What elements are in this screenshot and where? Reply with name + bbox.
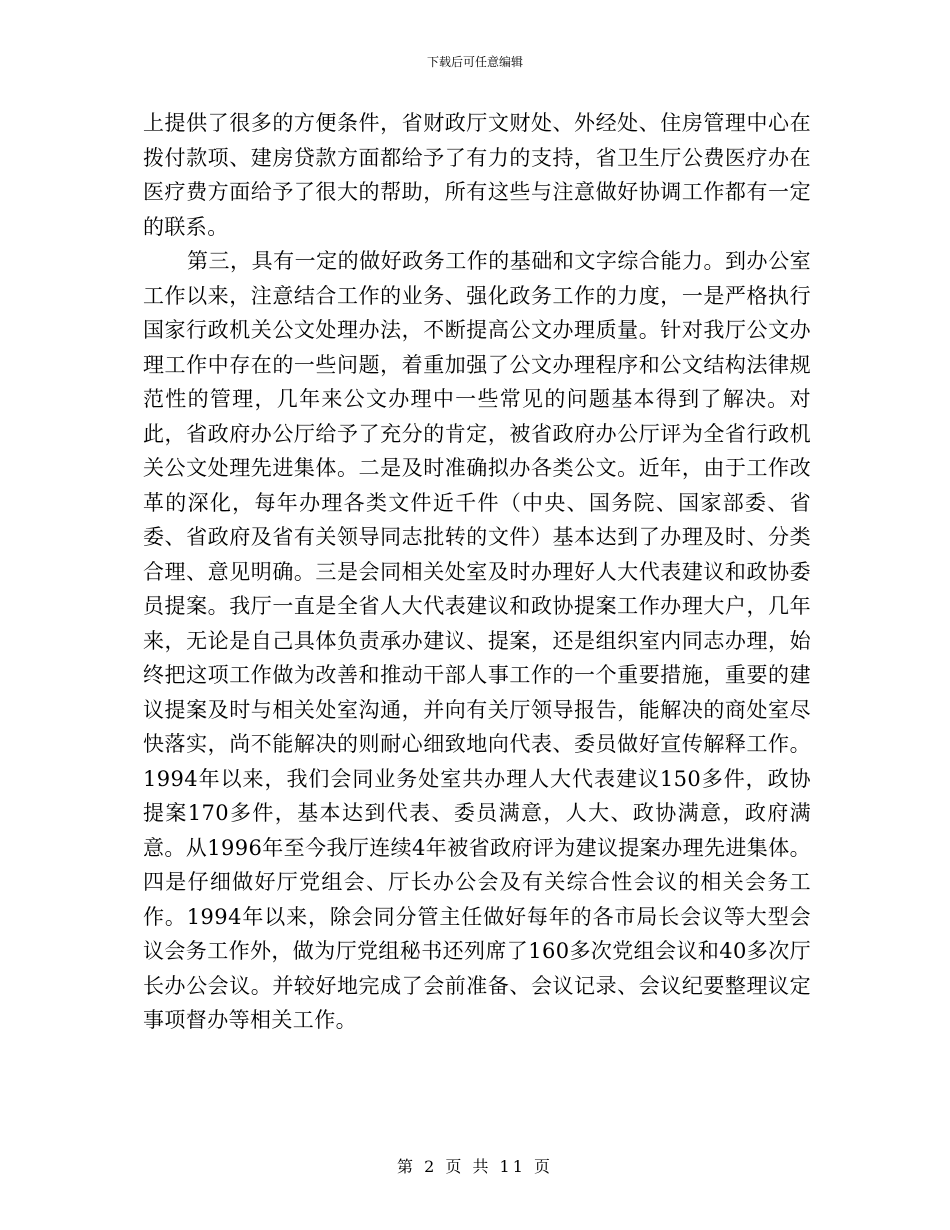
paragraph-third-point: 第三，具有一定的做好政务工作的基础和文字综合能力。到办公室工作以来，注意结合工作的业务、强化政务工作的力度，一是严格执行国家行政机关公文处理办法，不断提高公文办理质量。针对我厅公文办理工作中存在的一些问题，着重加强了公文办理程序和公文结构法律规范性的管理，几年来公文办理中一些常见的问题基本得到了解决。对此，省政府办公厅给予了充分的肯定，被省政府办公厅评为全省行政机关公文处理先进集体。二是及时准确拟办各类公文。近年，由于工作改革的深化，每年办理各类文件近千件（中央、国务院、国家部委、省委、省政府及省有关领导同志批转的文件）基本达到了办理及时、分类合理、意见明确。三是会同相关处室及时办理好人大代表建议和政协委员提案。我厅一直是全省人大代表建议和政协提案工作办理大户，几年来，无论是自己具体负责承办建议、提案，还是组织室内同志办理，始终把这项工作做为改善和推动干部人事工作的一个重要措施，重要的建议提案及时与相关处室沟通，并向有关厅领导报告，能解决的商处室尽快落实，尚不能解决的则耐心细致地向代表、委员做好宣传解释工作。1994年以来，我们会同业务处室共办理人大代表建议150多件，政协提案170多件，基本达到代表、委员满意，人大、政协满意，政府满意。从1996年至今我厅连续4年被省政府评为建议提案办理先进集体。四是仔细做好厅党组会、厅长办公会及有关综合性会议的相关会务工作。1994年以来，除会同分管主任做好每年的各市局长会议等大型会议会务工作外，做为厅党组秘书还列席了160多次党组会议和40多次厅长办公会议。并较好地完成了会前准备、会议记录、会议纪要整理议定事项督办等相关工作。 (143, 249, 812, 1032)
paragraph-continued: 上提供了很多的方便条件，省财政厅文财处、外经处、住房管理中心在拨付款项、建房贷款方面都给予了有力的支持，省卫生厅公费医疗办在医疗费方面给予了很大的帮助，所有这些与注意做好协调工作都有一定的联系。 (143, 111, 811, 239)
page-header: 下载后可任意编辑 (426, 55, 523, 69)
page-number-footer: 第 2 页 共 11 页 (397, 1157, 553, 1176)
document-body (143, 106, 811, 1038)
